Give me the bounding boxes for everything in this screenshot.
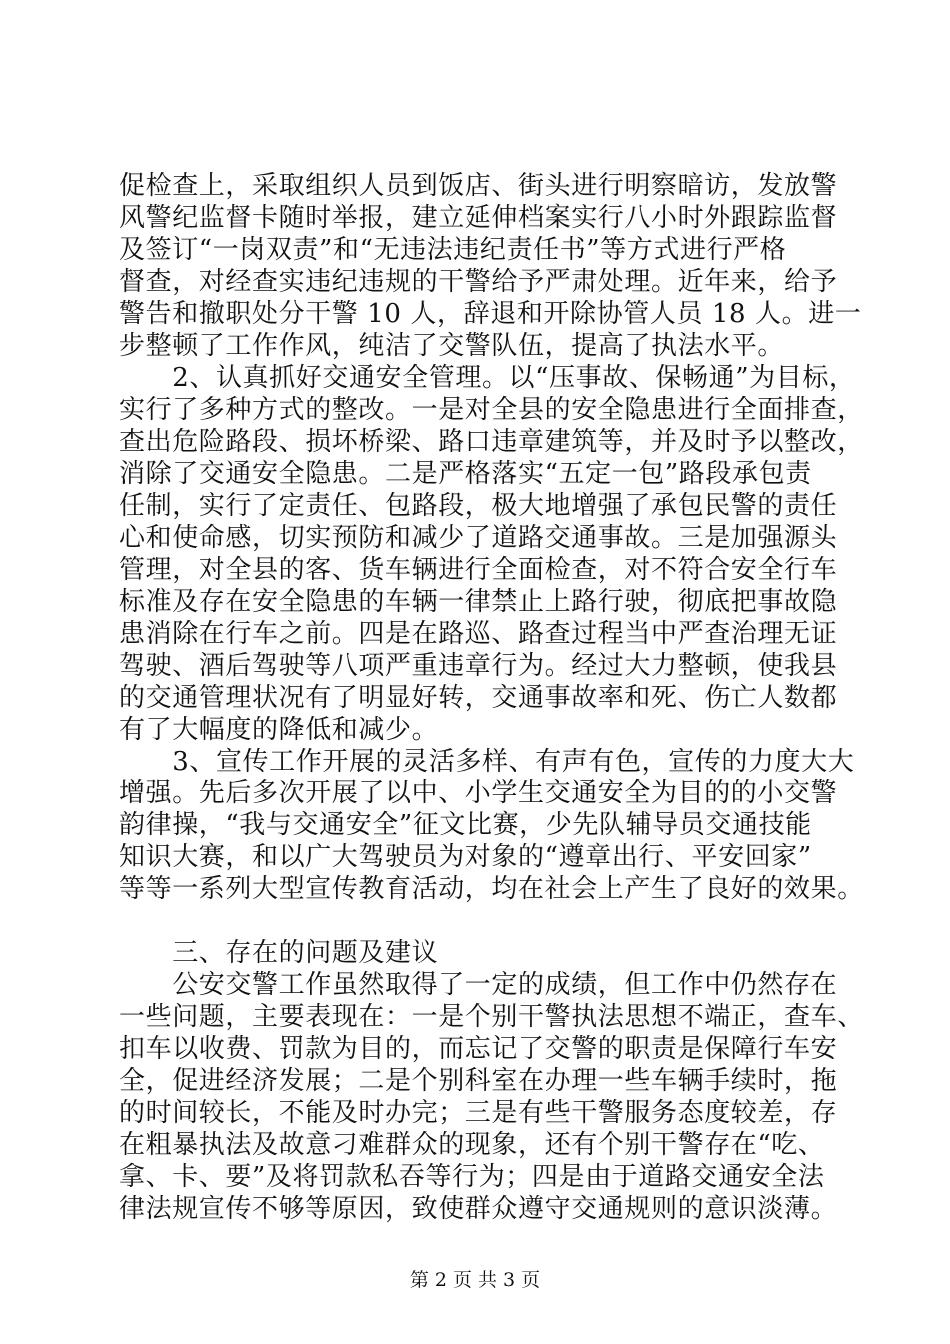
body-line: 的时间较长，不能及时办完；三是有些干警服务态度较差，存 <box>119 1098 838 1129</box>
body-line: 在粗暴执法及故意刁难群众的现象，还有个别干警存在“吃、 <box>119 1130 825 1161</box>
body-line: 查出危险路段、损坏桥梁、路口违章建筑等，并及时予以整改， <box>119 426 864 457</box>
body-line: 管理，对全县的客、货车辆进行全面检查，对不符合安全行车 <box>119 554 838 585</box>
body-line: 标准及存在安全隐患的车辆一律禁止上路行驶，彻底把事故隐 <box>119 586 838 617</box>
body-line: 韵律操，“我与交通安全”征文比赛，少先队辅导员交通技能 <box>119 810 812 841</box>
body-line: 任制，实行了定责任、包路段，极大地增强了承包民警的责任 <box>119 490 838 521</box>
body-line: 扣车以收费、罚款为目的，而忘记了交警的职责是保障行车安 <box>119 1034 838 1065</box>
body-line: 律法规宣传不够等原因，致使群众遵守交通规则的意识淡薄。 <box>119 1194 838 1224</box>
body-line: 公安交警工作虽然取得了一定的成绩，但工作中仍然存在 <box>119 970 838 1001</box>
page-footer: 第 2 页 共 3 页 <box>409 1269 541 1291</box>
body-line: 督查，对经查实违纪违规的干警给予严肃处理。近年来，给予 <box>119 266 838 297</box>
body-line: 实行了多种方式的整改。一是对全县的安全隐患进行全面排查， <box>119 394 864 425</box>
body-line: 驾驶、酒后驾驶等八项严重违章行为。经过大力整顿，使我县 <box>119 650 838 681</box>
body-line: 等等一系列大型宣传教育活动，均在社会上产生了良好的效果。 <box>119 874 864 905</box>
section-heading: 三、存在的问题及建议 <box>119 938 439 969</box>
body-line: 2、认真抓好交通安全管理。以“压事故、保畅通”为目标， <box>119 362 856 393</box>
body-line: 全，促进经济发展；二是个别科室在办理一些车辆手续时，拖 <box>119 1066 838 1097</box>
body-line: 一些问题，主要表现在：一是个别干警执法思想不端正，查车、 <box>119 1002 864 1033</box>
body-line: 风警纪监督卡随时举报，建立延伸档案实行八小时外跟踪监督 <box>119 203 838 233</box>
body-line: 促检查上，采取组织人员到饭店、街头进行明察暗访，发放警 <box>119 171 838 201</box>
body-line: 的交通管理状况有了明显好转，交通事故率和死、伤亡人数都 <box>119 682 838 713</box>
body-line: 及签订“一岗双责”和“无违法违纪责任书”等方式进行严格 <box>119 234 787 265</box>
body-line: 增强。先后多次开展了以中、小学生交通安全为目的的小交警 <box>119 778 838 809</box>
body-line: 知识大赛，和以广大驾驶员为对象的“遵章出行、平安回家” <box>119 842 812 873</box>
body-line: 患消除在行车之前。四是在路巡、路查过程当中严查治理无证 <box>119 618 838 649</box>
body-line: 消除了交通安全隐患。二是严格落实“五定一包”路段承包责 <box>119 458 812 489</box>
body-line: 拿、卡、要”及将罚款私吞等行为；四是由于道路交通安全法 <box>119 1162 825 1193</box>
body-line: 警告和撤职处分干警 10 人，辞退和开除协管人员 18 人。进一 <box>119 298 862 329</box>
body-line: 3、宣传工作开展的灵活多样、有声有色，宣传的力度大大 <box>119 746 855 777</box>
body-line: 有了大幅度的降低和减少。 <box>119 714 439 745</box>
body-line: 心和使命感，切实预防和减少了道路交通事故。三是加强源头 <box>119 522 838 553</box>
body-line: 步整顿了工作作风，纯洁了交警队伍，提高了执法水平。 <box>119 330 785 361</box>
